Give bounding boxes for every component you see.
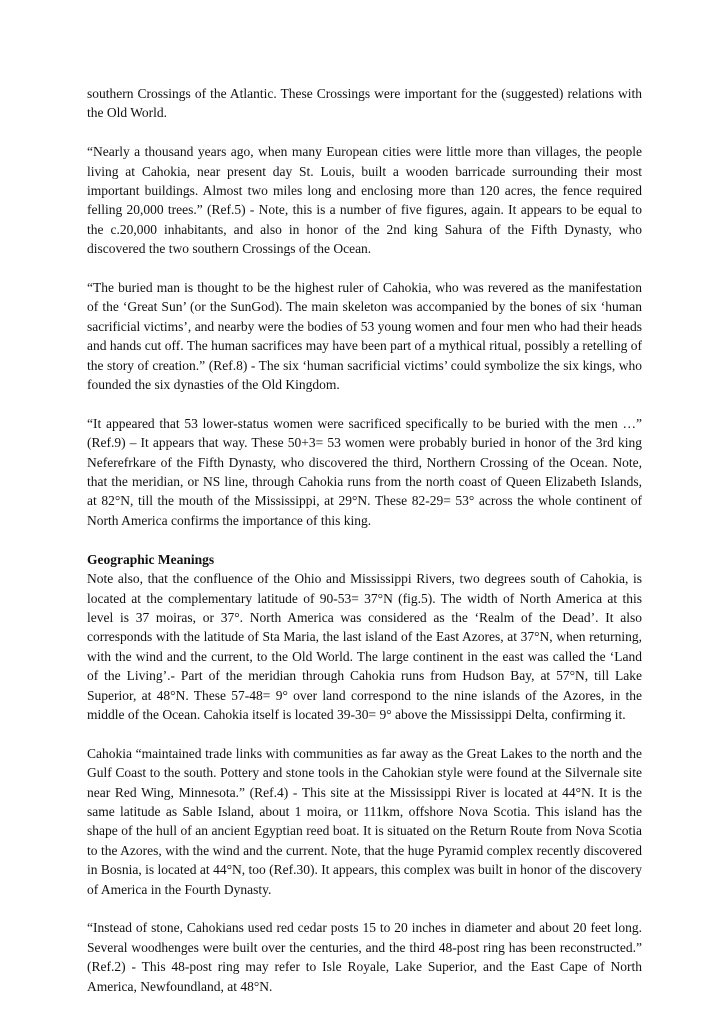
paragraph-buried-ruler: “The buried man is thought to be the highest ruler of Cahokia, who was revered as the manifestation of the ‘Great Sun’ (or the SunGod). The main skeleton was accompanied by the bones of six ‘human sacrificial victims’, and nearby were the bodies of 53 young women and four men who had their heads and hands cut off. The human sacrifices may have been part of a mythical ritual, possibly a retelling of the story of creation.” (Ref.8) - The six ‘human sacrificial victims’ could symbolize the six kings, who founded the six dynasties of the Old Kingdom. xyxy=(87,280,642,393)
paragraph-trade-links: Cahokia “maintained trade links with communities as far away as the Great Lakes to the north and the Gulf Coast to the south. Pottery and stone tools in the Cahokian style were found at the Silvernale site near Red Wing, Minnesota.” (Ref.4) - This site at the Mississippi River is located at 44°N. It is the same latitude as Sable Island, about 1 moira, or 111km, offshore Nova Scotia. This island has the shape of the hull of an ancient Egyptian reed boat. It is situated on the Return Route from Nova Scotia to the Azores, with the wind and the current. Note, that the huge Pyramid complex recently discovered in Bosnia, is located at 44°N, too (Ref.30). It appears, this complex was built in honor of the discovery of America in the Fourth Dynasty. xyxy=(87,745,642,897)
paragraph-geographic-meanings xyxy=(87,550,642,725)
section-heading: Geographic Meanings xyxy=(87,551,215,567)
document-page xyxy=(87,84,642,1015)
paragraph-confluence: Note also, that the confluence of the Ohio and Mississippi Rivers, two degrees south of Cahokia, is located at the complementary latitude of 90-53= 37°N (fig.5). The width of North America at this level is 37 moiras, or 37°. North America was considered as the ‘Realm of the Dead’. It also corresponds with the latitude of Sta Maria, the last island of the East Azores, at 37°N, when returning, with the wind and the current, to the Old World. The large continent in the east was called the ‘Land of the Living’.- Part of the meridian through Cahokia runs from Hudson Bay, at 57°N, till Lake Superior, at 48°N. These 57-48= 9° over land correspond to the nine islands of the Azores, in the middle of the Ocean. Cahokia itself is located 39-30= 9° above the Mississippi Delta, confirming it. xyxy=(87,571,642,722)
paragraph-crossings-intro: southern Crossings of the Atlantic. These Crossings were important for the (suggested) relations with the Old World. xyxy=(87,86,642,121)
paragraph-woodhenges: “Instead of stone, Cahokians used red cedar posts 15 to 20 inches in diameter and about 20 feet long. Several woodhenges were built over the centuries, and the third 48-post ring has been reconstructed.” (Ref.2) - This 48-post ring may refer to Isle Royale, Lake Superior, and the East Cape of North America, Newfoundland, at 48°N. xyxy=(87,920,642,994)
paragraph-sacrificed-women: “It appeared that 53 lower-status women were sacrificed specifically to be buried with the men …” (Ref.9) – It appears that way. These 50+3= 53 women were probably buried in honor of the 3rd king Neferefrkare of the Fifth Dynasty, who discovered the third, Northern Crossing of the Ocean. Note, that the meridian, or NS line, through Cahokia runs from the north coast of Queen Elizabeth Islands, at 82°N, till the mouth of the Mississippi, at 29°N. These 82-29= 53° across the whole continent of North America confirms the importance of this king. xyxy=(87,415,642,528)
paragraph-wooden-barricade: “Nearly a thousand years ago, when many European cities were little more than villages, the people living at Cahokia, near present day St. Louis, built a wooden barricade surrounding their most important buildings. Almost two miles long and enclosing more than 120 acres, the fence required felling 20,000 trees.” (Ref.5) - Note, this is a number of five figures, again. It appears to be equal to the c.20,000 inhabitants, and also in honor of the 2nd king Sahura of the Fifth Dynasty, who discovered the two southern Crossings of the Ocean. xyxy=(87,144,642,257)
